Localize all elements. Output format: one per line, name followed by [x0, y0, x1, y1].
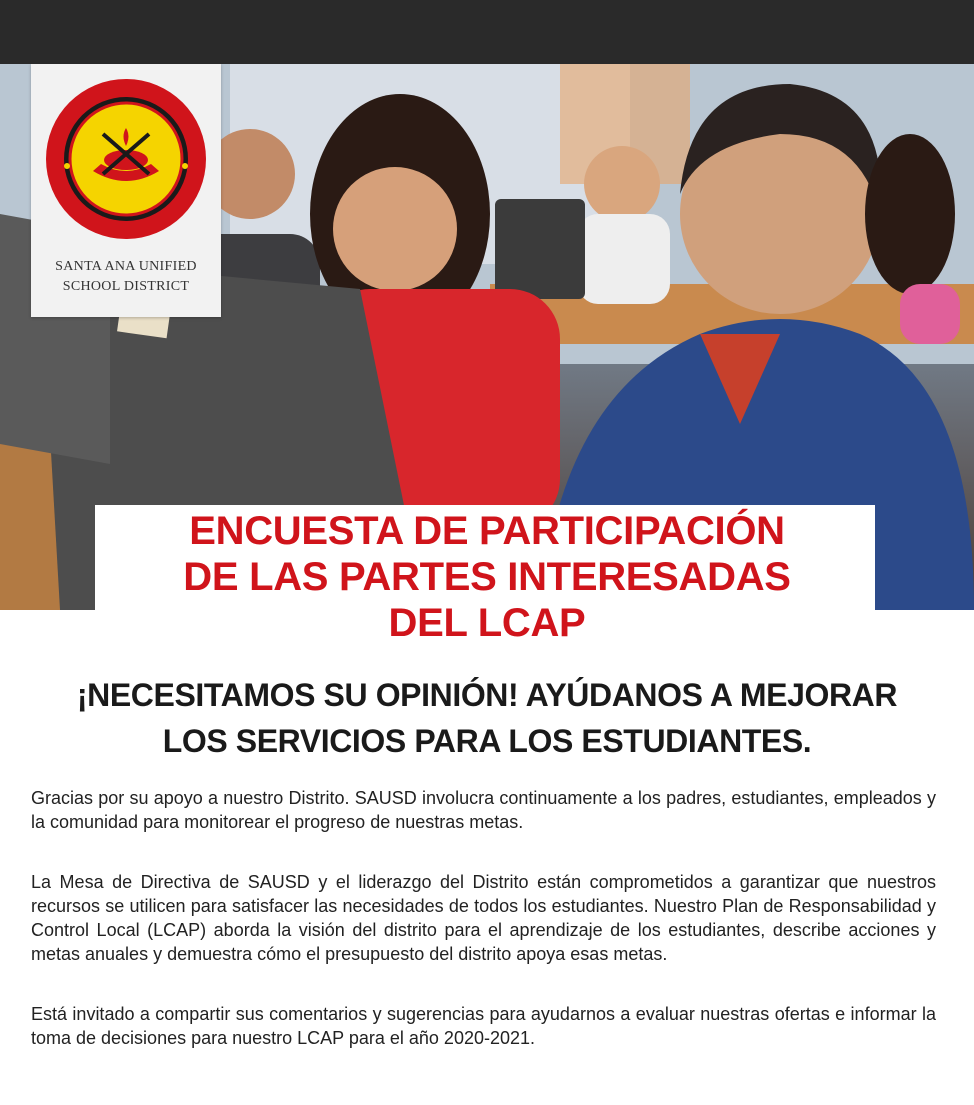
district-logo-card [31, 64, 221, 317]
title-line2: DE LAS PARTES INTERESADAS [183, 555, 791, 599]
paragraph-2: La Mesa de Directiva de SAUSD y el liderazgo del Distrito están comprometidos a garantizar que nuestros recursos se utilicen para satisfacer las necesidades de todos los estudiantes. Nuestro Plan de Responsabilidad y Control Local (LCAP) aborda la visión del distrito para el aprendizaje de los estudiantes, describe acciones y metas anuales y demuestra cómo el presupuesto del distrito apoya esas metas. [31, 872, 936, 964]
top-bar [0, 0, 974, 64]
district-caption-line1: SANTA ANA UNIFIED [55, 259, 197, 274]
subtitle [0, 672, 974, 764]
subtitle-line1: ¡NECESITAMOS SU OPINIÓN! AYÚDANOS A MEJORAR [76, 677, 898, 713]
page-title [0, 508, 974, 646]
body-text [31, 786, 936, 1086]
district-seal-icon [43, 76, 209, 242]
district-caption [31, 257, 221, 297]
title-line3: DEL LCAP [388, 601, 586, 645]
subtitle-line2: LOS SERVICIOS PARA LOS ESTUDIANTES. [162, 723, 812, 759]
paragraph-3: Está invitado a compartir sus comentarios y sugerencias para ayudarnos a evaluar nuestras ofertas e informar la toma de decisiones para nuestro LCAP para el año 2020-2021. [31, 1004, 936, 1048]
district-caption-line2: SCHOOL DISTRICT [62, 279, 190, 294]
title-line1: ENCUESTA DE PARTICIPACIÓN [189, 509, 785, 553]
paragraph-1: Gracias por su apoyo a nuestro Distrito. SAUSD involucra continuamente a los padres, estudiantes, empleados y la comunidad para monitorear el progreso de nuestras metas. [31, 788, 936, 832]
